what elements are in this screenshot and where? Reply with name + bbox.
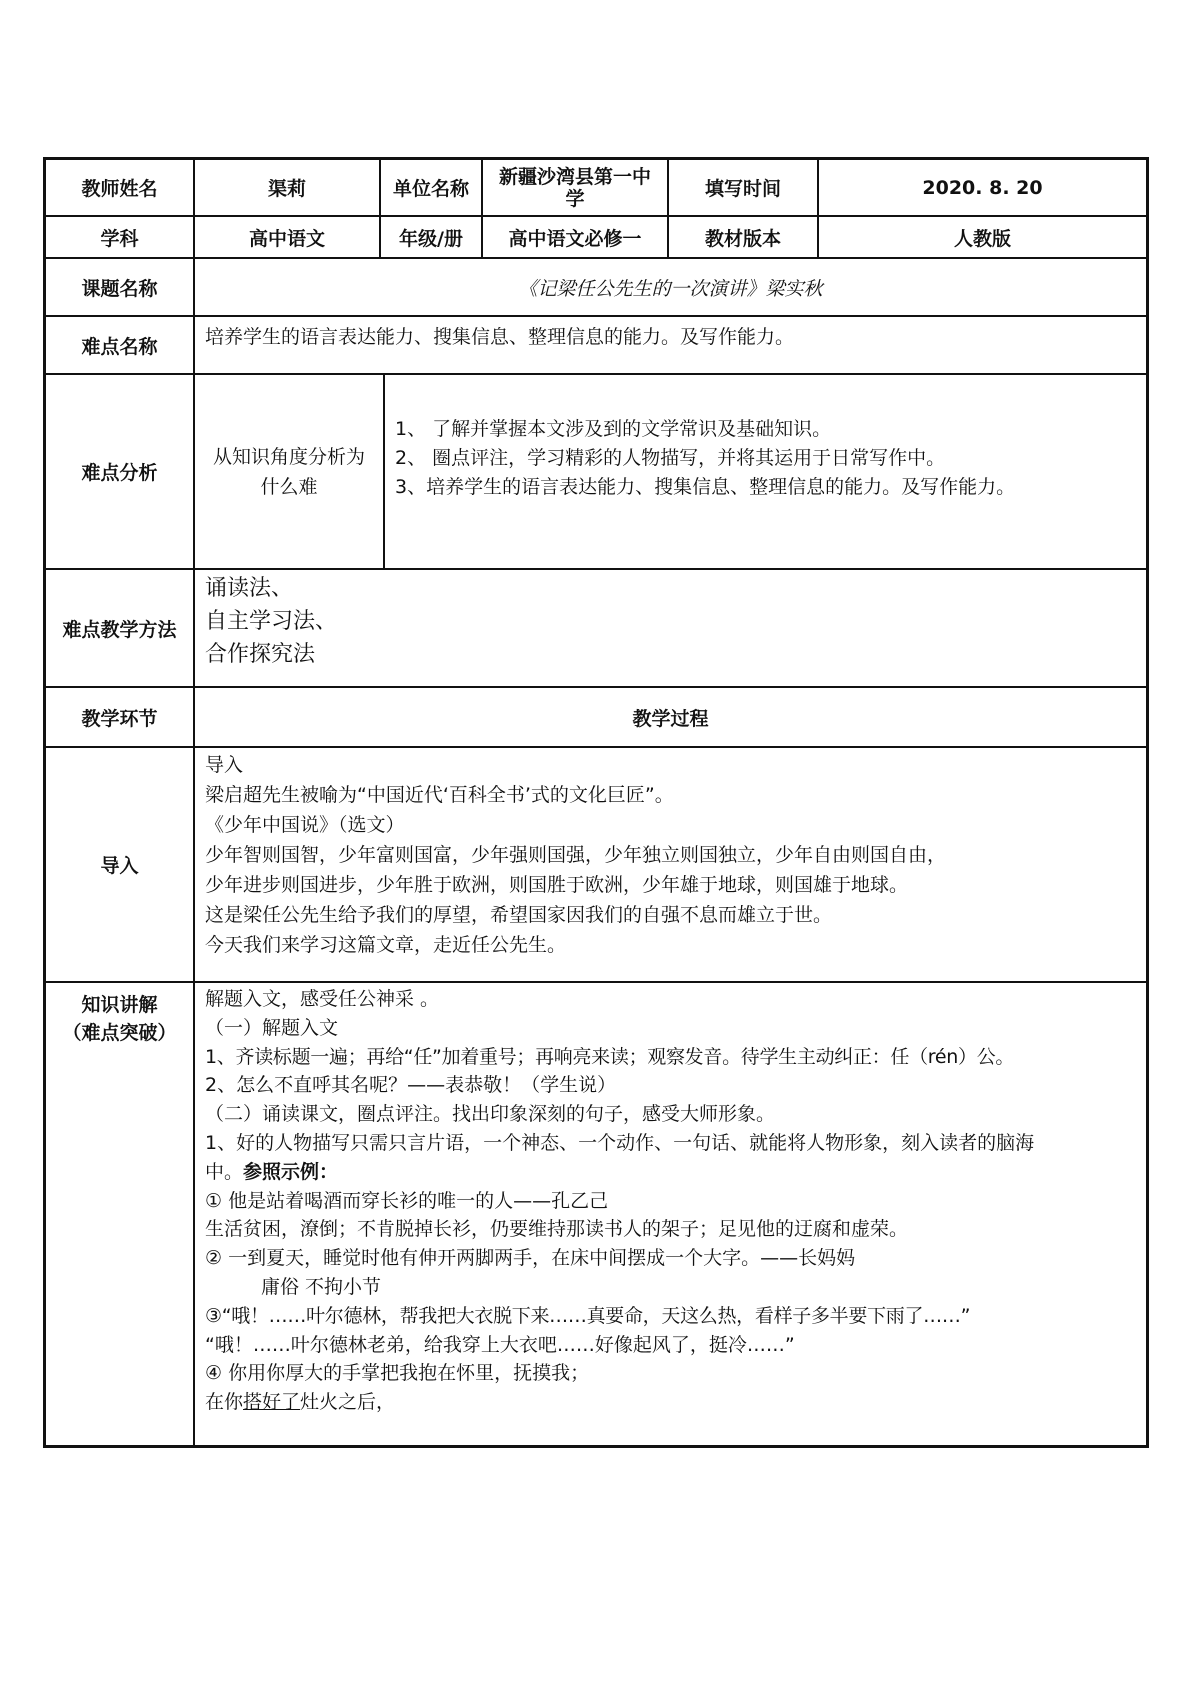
intro-line: 这是梁任公先生给予我们的厚望，希望国家因我们的自强不息而雄立于世。 <box>205 904 833 926</box>
knowledge-line: 解题入文，感受任公神采 。 <box>205 988 440 1010</box>
unit-label: 单位名称 <box>381 160 483 215</box>
intro-label: 导入 <box>46 748 195 981</box>
unit-value <box>483 160 669 215</box>
analysis-item: 2、 圈点评注，学习精彩的人物描写，并将其运用于日常写作中。 <box>395 447 946 469</box>
knowledge-line: （二）诵读课文，圈点评注。找出印象深刻的句子，感受大师形象。 <box>205 1103 776 1126</box>
topic-value: 《记梁任公先生的一次演讲》梁实秋 <box>518 277 823 300</box>
knowledge-line <box>205 1158 1136 1187</box>
knowledge-label <box>46 983 195 1445</box>
knowledge-line: （一）解题入文 <box>205 1016 339 1039</box>
grade-label: 年级/册 <box>381 217 483 257</box>
difficulty-label: 难点名称 <box>46 317 195 373</box>
methods-label: 难点教学方法 <box>46 570 195 686</box>
knowledge-line <box>205 1388 1136 1417</box>
knowledge-line: ② 一到夏天，睡觉时他有伸开两脚两手，在床中间摆成一个大字。——长妈妈 <box>205 1247 856 1270</box>
analysis-item: 3、培养学生的语言表达能力、搜集信息、整理信息的能力。及写作能力。 <box>395 476 1016 498</box>
example-heading: 参照示例： <box>243 1160 339 1183</box>
knowledge-line-part: 在你 <box>205 1391 244 1414</box>
header-row-1 <box>43 157 1149 217</box>
knowledge-line: ④ 你用你厚大的手掌把我抱在怀里，抚摸我； <box>205 1362 590 1385</box>
method-item: 合作探究法 <box>205 642 316 667</box>
grade-value: 高中语文必修一 <box>483 217 669 257</box>
knowledge-line: 庸俗 不拘小节 <box>261 1275 382 1298</box>
intro-line: 导入 <box>205 754 244 776</box>
edition-label: 教材版本 <box>669 217 819 257</box>
method-item: 自主学习法、 <box>205 609 338 634</box>
methods-row <box>43 570 1149 688</box>
intro-line: 少年智则国智，少年富则国富，少年强则国强，少年独立则国独立，少年自由则国自由， <box>205 844 947 866</box>
methods-items <box>195 570 1146 686</box>
lesson-plan-table <box>43 157 1149 1448</box>
subject-value: 高中语文 <box>195 217 381 257</box>
knowledge-label-line1: 知识讲解 <box>81 994 158 1016</box>
intro-lines <box>195 748 1146 981</box>
process-header-row <box>43 688 1149 748</box>
analysis-sub-label-line1: 从知识角度分析为 <box>212 445 365 468</box>
knowledge-label-line2: （难点突破） <box>62 1022 177 1044</box>
difficulty-value: 培养学生的语言表达能力、搜集信息、整理信息的能力。及写作能力。 <box>205 326 795 348</box>
difficulty-row <box>43 317 1149 375</box>
knowledge-line: 1、齐读标题一遍；再给“任”加着重号；再响亮来读；观察发音。待学生主动纠正：任（rén）公。 <box>205 1045 1015 1068</box>
intro-line: 今天我们来学习这篇文章，走近任公先生。 <box>205 934 567 956</box>
process-value: 教学过程 <box>632 707 709 730</box>
analysis-label: 难点分析 <box>46 375 195 568</box>
unit-value-line2: 学 <box>565 187 585 210</box>
underlined-text: 搭好了 <box>243 1391 301 1414</box>
knowledge-line: 生活贫困，潦倒；不肯脱掉长衫，仍要维持那读书人的架子；足见他的迂腐和虚荣。 <box>205 1218 909 1241</box>
unit-value-line1: 新疆沙湾县第一中 <box>498 165 651 188</box>
header-row-2 <box>43 217 1149 259</box>
knowledge-line: ① 他是站着喝酒而穿长衫的唯一的人——孔乙己 <box>205 1189 609 1212</box>
knowledge-line-part: 中。 <box>205 1160 244 1183</box>
subject-label: 学科 <box>46 217 195 257</box>
intro-row <box>43 748 1149 983</box>
topic-row <box>43 259 1149 317</box>
process-label: 教学环节 <box>46 688 195 746</box>
date-label: 填写时间 <box>669 160 819 215</box>
intro-line: 少年进步则国进步，少年胜于欧洲，则国胜于欧洲，少年雄于地球，则国雄于地球。 <box>205 874 909 896</box>
analysis-item: 1、 了解并掌握本文涉及到的文学常识及基础知识。 <box>395 418 832 440</box>
date-value: 2020. 8. 20 <box>922 176 1043 199</box>
knowledge-line: ③“哦！……叶尔德林，帮我把大衣脱下来……真要命，天这么热，看样子多半要下雨了……” <box>205 1304 971 1327</box>
knowledge-line: 2、怎么不直呼其名呢？——表恭敬！（学生说） <box>205 1074 617 1097</box>
knowledge-line: “哦！……叶尔德林老弟，给我穿上大衣吧……好像起风了，挺冷……” <box>205 1333 795 1356</box>
edition-value: 人教版 <box>953 227 1011 250</box>
knowledge-line-part: 灶火之后， <box>300 1391 396 1414</box>
topic-label: 课题名称 <box>46 259 195 315</box>
method-item: 诵读法、 <box>205 576 294 601</box>
analysis-row <box>43 375 1149 570</box>
knowledge-lines <box>195 983 1146 1445</box>
analysis-items <box>385 375 1146 568</box>
teacher-label: 教师姓名 <box>46 160 195 215</box>
analysis-sub-label-line2: 什么难 <box>260 475 318 498</box>
knowledge-row <box>43 983 1149 1448</box>
intro-line: 梁启超先生被喻为“中国近代‘百科全书’式的文化巨匠”。 <box>205 784 674 806</box>
analysis-sub-label <box>195 375 385 568</box>
intro-line: 《少年中国说》（选文） <box>205 814 405 836</box>
teacher-value: 渠莉 <box>195 160 381 215</box>
knowledge-line: 1、好的人物描写只需只言片语，一个神态、一个动作、一句话、就能将人物形象，刻入读者的脑海 <box>205 1131 1035 1154</box>
